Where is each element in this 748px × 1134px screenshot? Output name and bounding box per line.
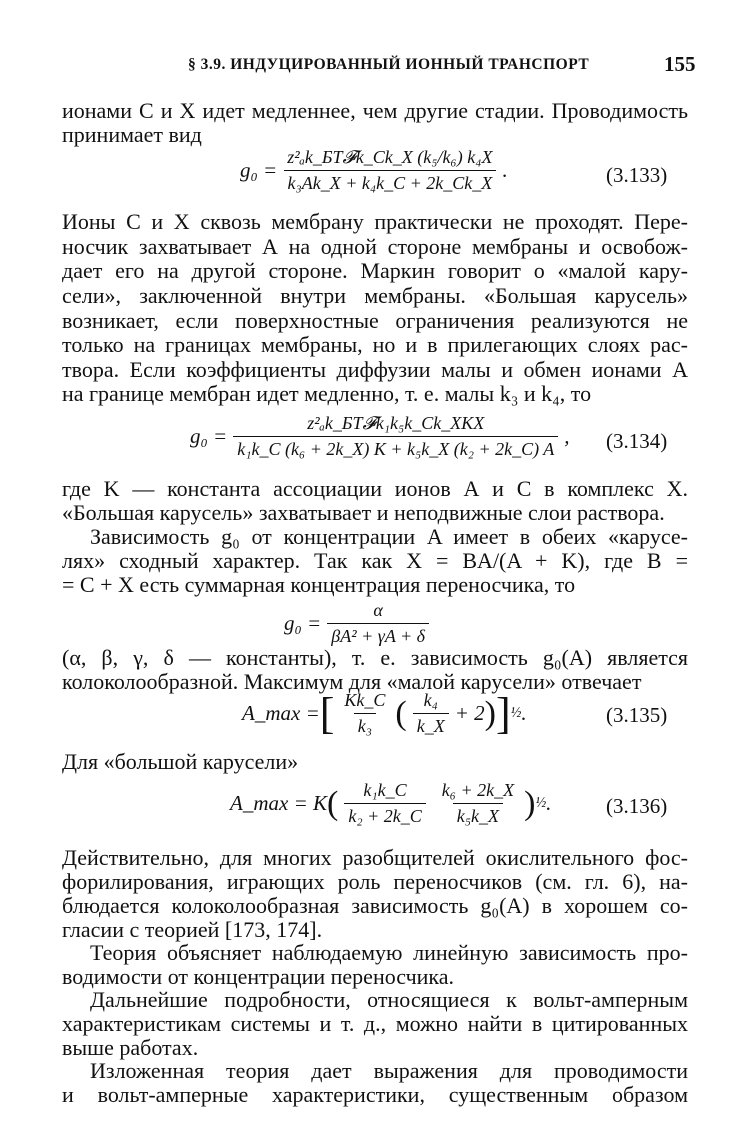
fraction-numerator: Kk_C xyxy=(344,690,386,710)
text-line: возникает, если поверхностные ограничения реализуются не xyxy=(62,308,688,333)
text-line: выше работах. xyxy=(62,1035,199,1060)
text-line: Для «большой карусели» xyxy=(62,749,299,774)
running-head: § 3.9. ИНДУЦИРОВАННЫЙ ИОННЫЙ ТРАНСПОРТ xyxy=(188,56,590,73)
equation-number: (3.133) xyxy=(606,163,668,187)
equation-term: + 2 xyxy=(454,701,485,725)
equation-power: ½ xyxy=(510,705,522,721)
page-number: 155 xyxy=(664,52,696,76)
equation-fraction xyxy=(340,690,389,737)
fraction-denominator: k₁k_C (k₆ + 2k_X) K + k₅k_X (k₂ + 2k_C) A xyxy=(233,436,558,460)
text-line: водимости от концентрации переносчика. xyxy=(62,964,455,989)
text-line: лях» сходный характер. Так как X = BA/(A + K), где B = xyxy=(62,548,688,573)
text-line: = C + X есть суммарная концентрация переносчика, то xyxy=(62,572,576,597)
equation-power: ½ xyxy=(535,795,547,811)
fraction-denominator: k₂ + 2k_C xyxy=(344,803,425,827)
equation-fraction xyxy=(327,600,429,647)
text-line: только на границах мембраны, но и в прилегающих слоях рас- xyxy=(62,332,688,357)
equation-fraction xyxy=(233,413,558,460)
equation-lhs: g₀ = xyxy=(190,424,228,448)
right-bracket: ] xyxy=(495,688,511,738)
fraction-numerator: z²ₐk_БT𝓕k_Ck_X (k₅/k₆) k₄X xyxy=(287,147,493,167)
text-line: Дальнейшие подробности, относящиеся к вольт-амперным xyxy=(90,987,688,1012)
fraction-denominator: k₃ xyxy=(354,713,376,737)
equation-fraction xyxy=(438,780,518,827)
text-line: колоколообразной. Максимум для «малой карусели» отвечает xyxy=(62,669,642,694)
fraction-denominator: k_X xyxy=(413,713,449,737)
text-line: дает его на другой стороне. Маркин говорит о «малой кару- xyxy=(62,258,688,283)
left-paren: ( xyxy=(395,694,407,732)
fraction-numerator: k₆ + 2k_X xyxy=(441,780,515,800)
equation-fraction xyxy=(283,147,496,194)
fraction-denominator: k₃Ak_X + k₄k_C + 2k_Ck_X xyxy=(284,170,497,194)
left-bracket: [ xyxy=(319,688,335,738)
equation-number: (3.135) xyxy=(606,703,668,727)
text-line: характеристикам системы и т. д., можно найти в цитированных xyxy=(62,1011,688,1036)
text-line: на границе мембран идет медленно, т. е. малы k₃ и k₄, то xyxy=(62,381,592,406)
equation-fraction xyxy=(413,690,449,737)
fraction-numerator: k₁k_C xyxy=(363,780,407,800)
text-line: где K — константа ассоциации ионов А и С в комплекс X. xyxy=(62,476,688,501)
equation-number: (3.134) xyxy=(606,429,668,453)
text-line: ионами С и X идет медленнее, чем другие стадии. Проводимость xyxy=(62,98,688,123)
text-line: Действительно, для многих разобщителей окислительного фос- xyxy=(62,845,688,870)
equation-number: (3.136) xyxy=(606,794,668,818)
equation-trail: . xyxy=(546,791,552,815)
text-line: твора. Если коэффициенты диффузии малы и обмен ионами А xyxy=(62,357,688,382)
equation-lhs: g₀ = xyxy=(240,158,278,182)
text-line: «Большая карусель» захватывает и неподвижные слои раствора. xyxy=(62,500,665,525)
fraction-denominator: k₅k_X xyxy=(453,803,503,827)
equation-lhs: A_max = xyxy=(242,701,320,725)
equation-trail: . xyxy=(502,158,508,182)
text-line: Ионы С и X сквозь мембрану практически не проходят. Пере- xyxy=(62,209,688,234)
left-paren: ( xyxy=(327,784,339,822)
equation-3-133 xyxy=(240,147,508,194)
text-line: Теория объясняет наблюдаемую линейную зависимость про- xyxy=(90,940,688,965)
text-line: принимает вид xyxy=(62,122,202,147)
text-line: Зависимость g₀ от концентрации A имеет в обеих «карусе- xyxy=(90,524,688,549)
text-line: Изложенная теория дает выражения для проводимости xyxy=(90,1058,688,1083)
text-line: носчик захватывает А на одной стороне мембраны и освобож- xyxy=(62,234,688,259)
equation-3-135 xyxy=(242,690,527,737)
fraction-numerator: k₄ xyxy=(423,690,438,710)
fraction-numerator: α xyxy=(373,600,383,620)
text-line: сели», заключенной внутри мембраны. «Большая карусель» xyxy=(62,283,688,308)
right-paren: ) xyxy=(484,694,496,732)
text-line: и вольт-амперные характеристики, существенным образом xyxy=(62,1082,688,1107)
equation-unnumbered xyxy=(284,600,435,647)
fraction-numerator: z²ₐk_БT𝓕k₁k₅k_Ck_XKX xyxy=(307,413,485,433)
fraction-denominator: βA² + γA + δ xyxy=(327,623,429,647)
text-line: блюдается колоколообразная зависимость g₀(A) в хорошем со- xyxy=(62,893,688,918)
equation-3-134 xyxy=(190,413,570,460)
equation-trail: , xyxy=(564,424,570,448)
equation-fraction xyxy=(344,780,425,827)
equation-3-136 xyxy=(230,780,551,827)
equation-lhs: A_max = K xyxy=(230,791,327,815)
text-line: гласии с теорией [173, 174]. xyxy=(62,917,323,942)
text-line: форилирования, играющих роль переносчиков (см. гл. 6), на- xyxy=(62,869,688,894)
right-paren: ) xyxy=(524,784,536,822)
equation-trail: . xyxy=(521,701,527,725)
equation-lhs: g₀ = xyxy=(284,611,322,635)
text-line: (α, β, γ, δ — константы), т. е. зависимость g₀(A) является xyxy=(62,645,688,670)
